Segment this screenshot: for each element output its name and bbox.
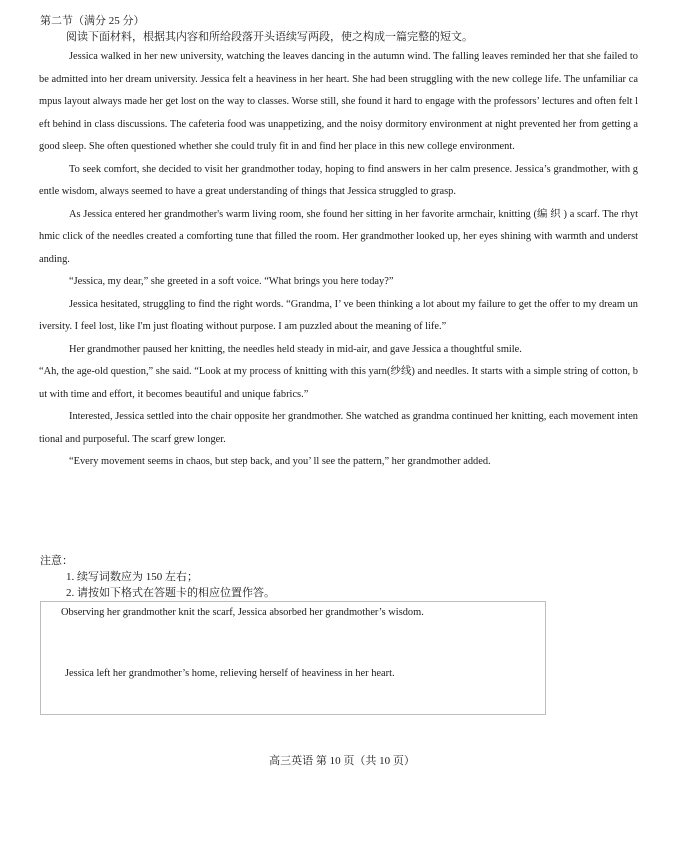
passage-paragraph-9: “Every movement seems in chaos, but step back, and you’ ll see the pattern,” her grandmother added. [69,456,491,467]
paragraph-2-opening: Jessica left her grandmother’s home, relieving herself of heaviness in her heart. [65,668,395,679]
passage-paragraph-6: Her grandmother paused her knitting, the needles held steady in mid-air, and gave Jessica a thoughtful smile. [69,343,522,355]
page-footer: 高三英语 第 10 页（共 10 页） [269,755,415,767]
paragraph-1-opening: Observing her grandmother knit the scarf, Jessica absorbed her grandmother’s wisdom. [61,607,424,618]
passage-paragraph-2: To seek comfort, she decided to visit her grandmother today, hoping to find answers in her calm presence. Jessica’s grandmother, with gentle wisdom, always seemed to have a great understanding of things that Jessica struggled to grasp. [39,163,638,197]
passage-paragraph-1: Jessica walked in her new university, watching the leaves dancing in the autumn wind. The falling leaves reminded her that she failed to be admitted into her dream university. Jessica felt a heaviness in her heart. She had been struggling with the new college life. The unfamiliar campus layout always made her get lost on the way to classes. Worse still, she found it hard to engage with the professors’ lectures and often felt left behind in class discussions. The cafeteria food was unappetizing, and the noisy dormitory environment at night prevented her from getting a good sleep. She often questioned whether she could truly fit in and find her place in this new college environment. [39,51,638,152]
note-item-2: 2. 请按如下格式在答题卡的相应位置作答。 [66,587,275,599]
notes-section [40,553,275,601]
passage-paragraph-8: Interested, Jessica settled into the chair opposite her grandmother. She watched as grandma continued her knitting, each movement intentional and purposeful. The scarf grew longer. [39,411,638,445]
instruction-text: 阅读下面材料，根据其内容和所给段落开头语续写两段，使之构成一篇完整的短文。 [66,31,473,43]
answer-box [40,601,546,715]
section-title: 第二节（满分 25 分） [40,15,145,27]
passage-paragraph-5: Jessica hesitated, struggling to find the right words. “Grandma, I’ ve been thinking a lot about my failure to get the offer to my dream university. I feel lost, like I'm just floating without purpose. I am puzzled about the meaning of life.” [39,298,638,332]
passage-paragraph-4: “Jessica, my dear,” she greeted in a soft voice. “What brings you here today?” [69,276,394,287]
reading-passage [39,46,638,474]
passage-paragraph-3: As Jessica entered her grandmother's warm living room, she found her sitting in her favorite armchair, knitting (编 织 ) a scarf. The rhythmic click of the needles created a comforting tune that filled the room. Her grandmother looked up, her eyes shining with warmth and understanding. [39,208,638,265]
note-item-1: 1. 续写词数应为 150 左右； [66,571,198,583]
notes-label: 注意： [40,555,73,567]
passage-paragraph-7: “Ah, the age-old question,” she said. “Look at my process of knitting with this yarn(纱线) and needles. It starts with a simple string of cotton, but with time and effort, it becomes beautiful and unique fabrics.” [39,366,638,400]
